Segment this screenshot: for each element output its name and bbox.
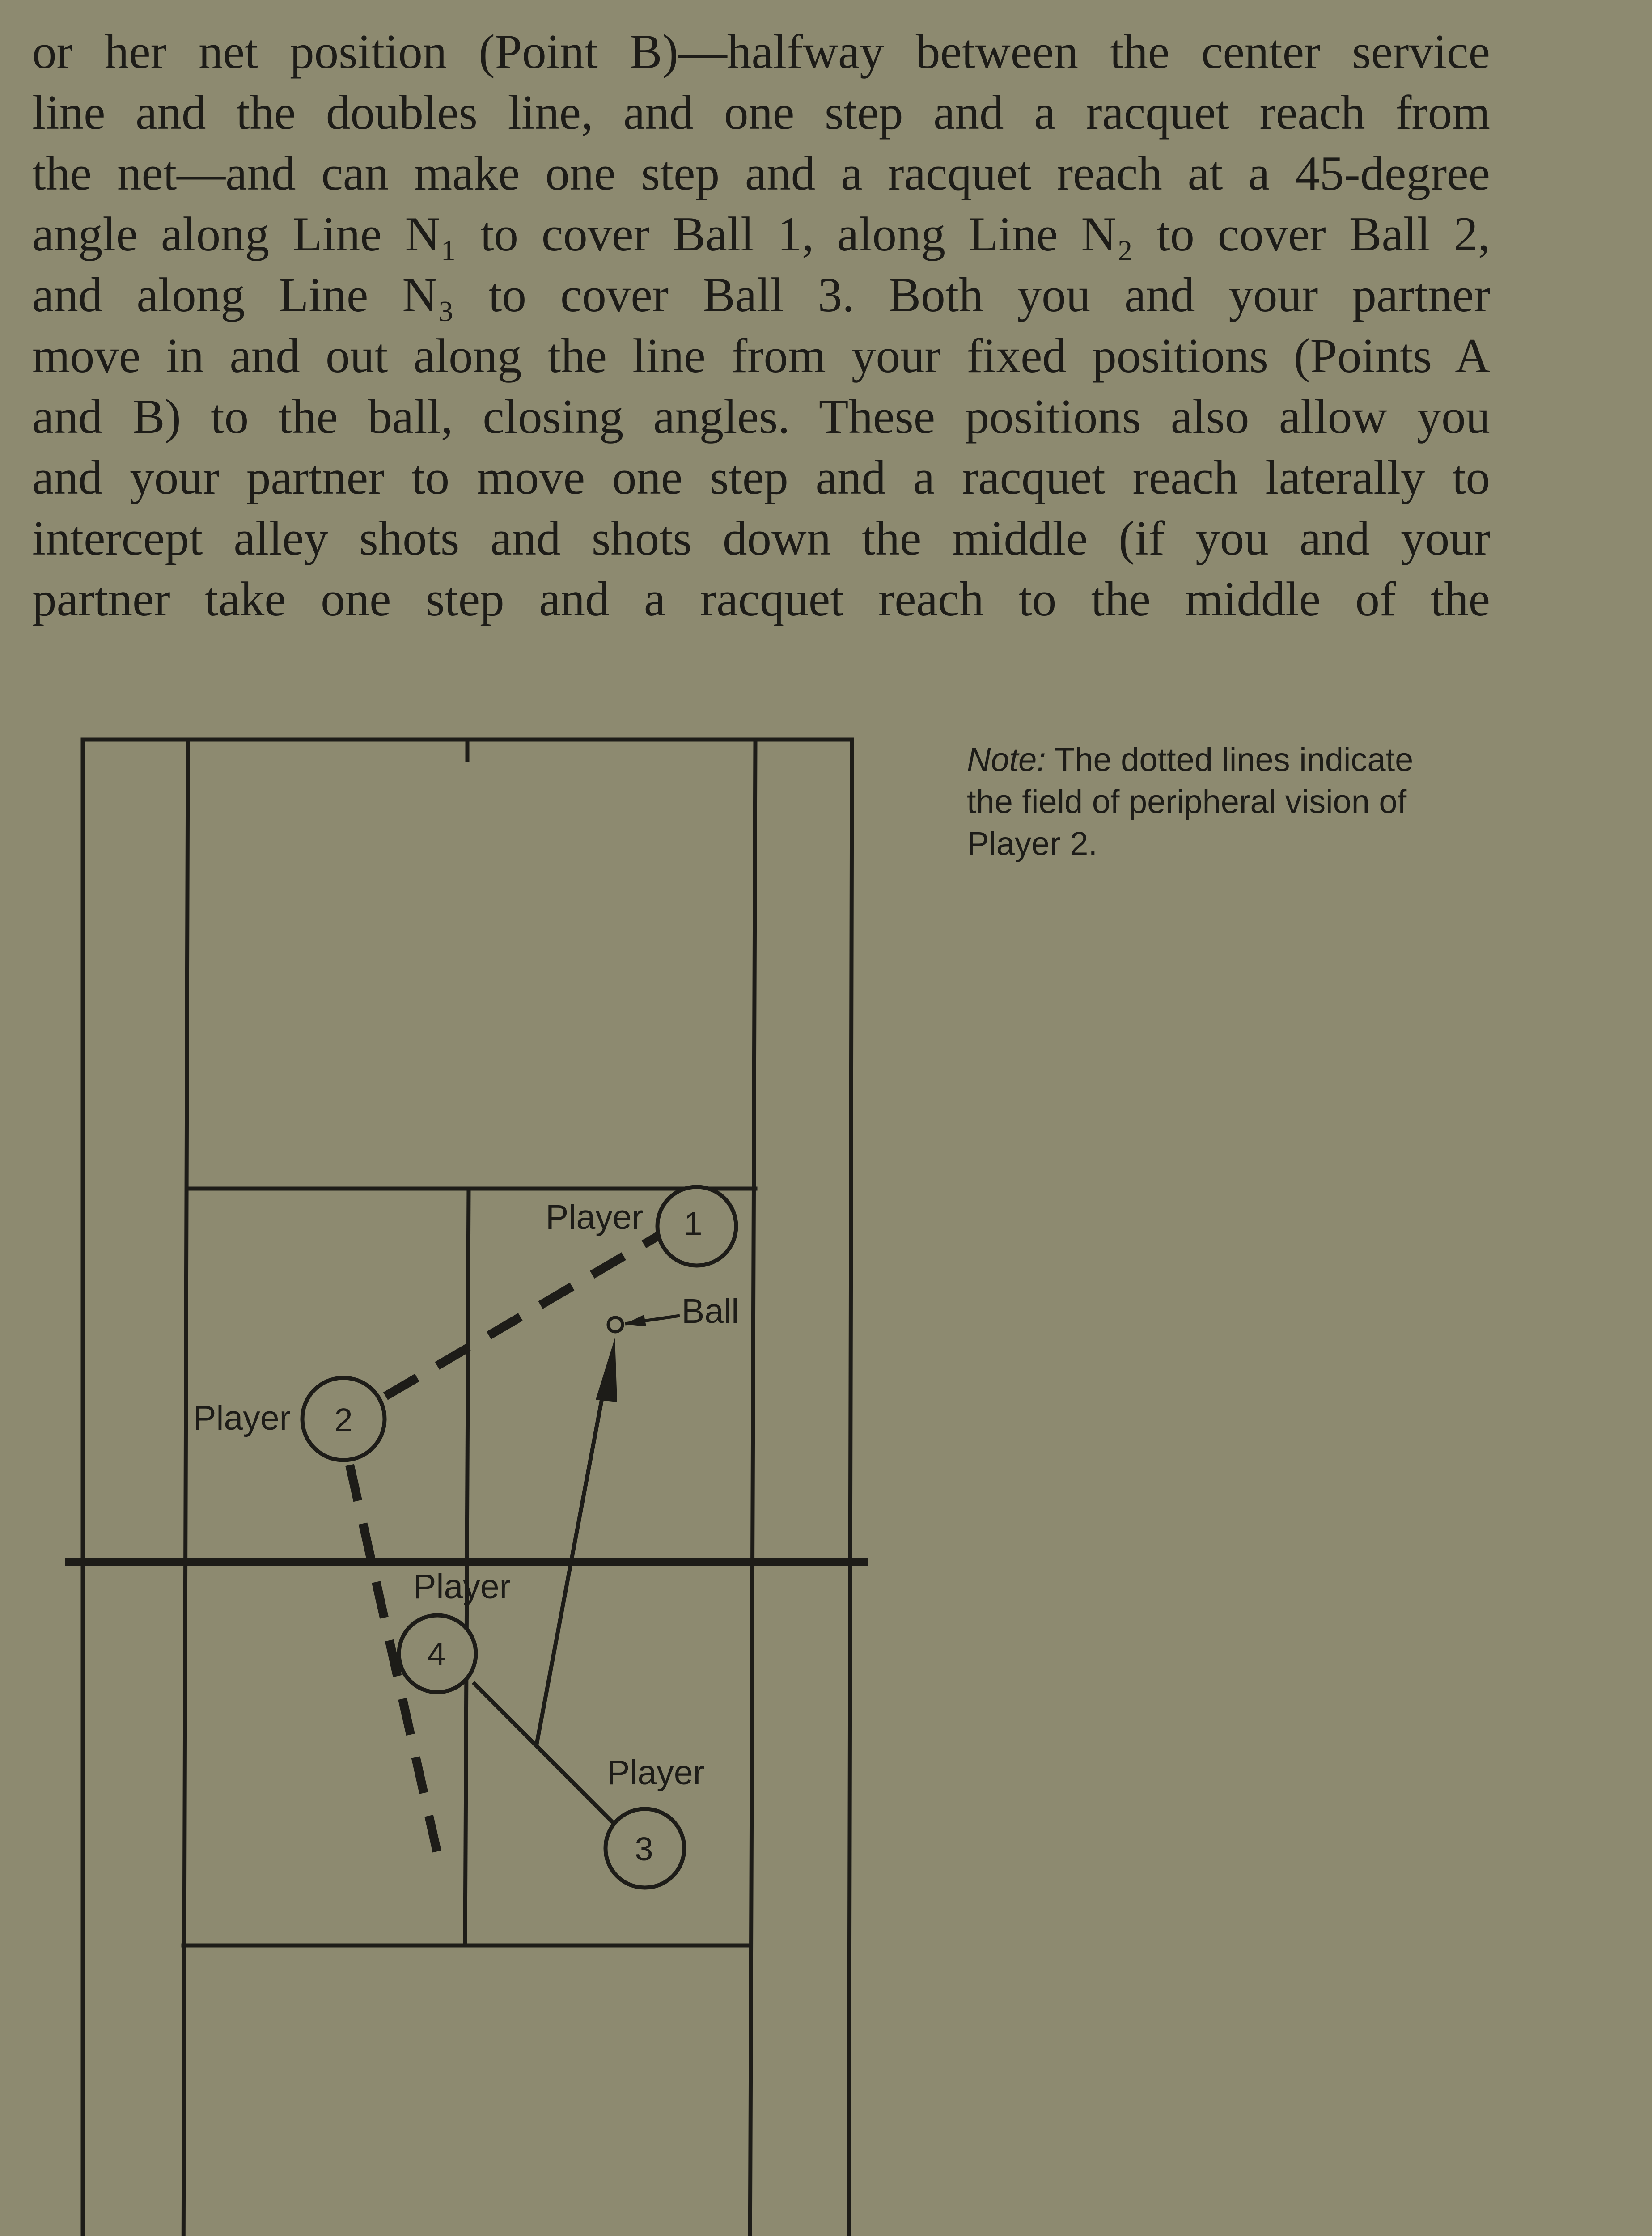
paragraph-line: move in and out along the line from your fixed positions (Points A [32, 329, 1490, 383]
player-2-number: 2 [334, 1402, 353, 1439]
paragraph-line: and your partner to move one step and a racquet reach laterally to [32, 450, 1490, 504]
diagram-note [967, 739, 1504, 865]
ball-marker [608, 1317, 623, 1332]
paragraph-line: angle along Line N₁ to cover Ball 1, along Line N₂ to cover Ball 2, [32, 207, 1490, 261]
left-singles-sideline [183, 740, 188, 2236]
paragraph-line: and along Line N₃ to cover Ball 3. Both you and your partner [32, 268, 1490, 322]
paragraph-line: the net—and can make one step and a racquet reach at a 45-degree [32, 146, 1490, 200]
ball-label: Ball [682, 1292, 739, 1330]
paragraph-line: or her net position (Point B)—halfway between the center service [32, 25, 1490, 79]
paragraph-line: intercept alley shots and shots down the middle (if you and your [32, 511, 1490, 565]
vision-line-to-player-1 [385, 1234, 661, 1396]
player-1-number: 1 [684, 1205, 703, 1242]
note-line: the field of peripheral vision of [967, 783, 1407, 820]
player-3-label: Player [607, 1753, 705, 1792]
center-service-line [465, 1189, 469, 1945]
note-label: Note: [967, 741, 1046, 778]
paragraph-line: and B) to the ball, closing angles. These positions also allow you [32, 390, 1490, 444]
right-singles-sideline [750, 740, 755, 2236]
player-2-label: Player [193, 1399, 291, 1437]
player-3-number: 3 [635, 1830, 653, 1868]
note-line: Player 2. [967, 825, 1098, 862]
paragraph-line: partner take one step and a racquet reach to the middle of the [32, 572, 1490, 626]
shot-arrowhead [596, 1338, 617, 1402]
paragraph-line: line and the doubles line, and one step and a racquet reach from [32, 85, 1490, 140]
note-line: The dotted lines indicate [1055, 741, 1414, 778]
player-4-label: Player [413, 1567, 511, 1606]
player-1-label: Player [546, 1198, 644, 1237]
player-4-number: 4 [427, 1635, 446, 1673]
